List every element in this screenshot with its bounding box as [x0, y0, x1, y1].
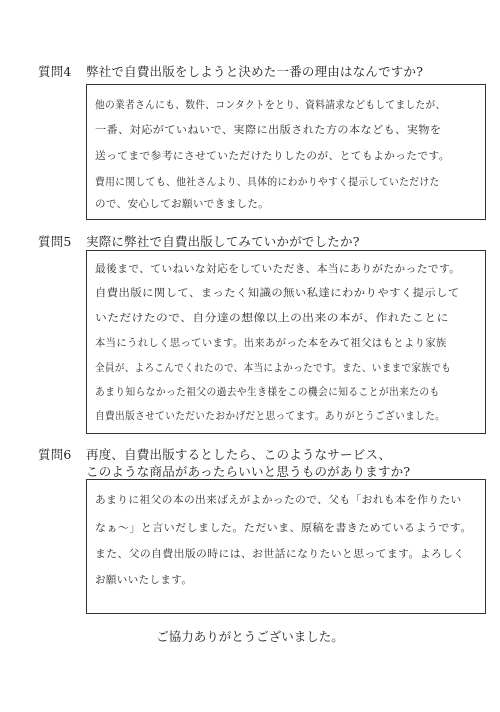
question-6-label: 質問6: [38, 447, 72, 462]
answer-5-line: 本当にうれしく思っています。出来あがった本をみて祖父はもとより家族: [95, 337, 447, 349]
answer-4-box: [86, 84, 486, 220]
closing-thanks: ご協力ありがとうございました。: [156, 629, 344, 644]
question-5-text: 実際に弊社で自費出版してみていかがでしたか?: [86, 234, 360, 249]
question-4-label: 質問4: [38, 64, 72, 79]
answer-6-line: なぁ〜」と言いだしました。ただいま、原稿を書きためているようです。: [95, 522, 472, 534]
question-6-text-line: 再度、自費出版するとしたら、このようなサービス、: [86, 447, 392, 462]
answer-5-line: 自費出版に関して、まったく知識の無い私達にわかりやすく提示して: [95, 287, 460, 299]
answer-4-line: 費用に関しても、他社さんより、具体的にわかりやすく提示していただけた: [95, 176, 440, 188]
answer-5-line: あまり知らなかった祖父の過去や生き様をこの機会に知ることが出来たのも: [95, 386, 440, 398]
question-6-text-line: このような商品があったらいいと思うものがありますか?: [86, 464, 411, 479]
answer-5-line: 自費出版させていただいたおかげだと思ってます。ありがとうございました。: [95, 410, 446, 422]
question-4: [38, 63, 478, 80]
answer-6-box: [86, 479, 486, 614]
answer-4-line: 他の業者さんにも、数件、コンタクトをとり、資料請求などもしてましたが、: [95, 99, 446, 111]
answer-4-line: 送ってまで参考にさせていただけたりしたのが、とてもよかったです。: [95, 150, 450, 162]
answer-5-line: いただけたので、自分達の想像以上の出来の本が、作れたことに: [95, 312, 449, 324]
question-5-label: 質問5: [38, 234, 72, 249]
question-4-text: 弊社で自費出版をしようと決めた一番の理由はなんですか?: [86, 64, 424, 79]
answer-5-box: [86, 250, 486, 434]
answer-6-line: あまりに祖父の本の出来ばえがよかったので、父も「おれも本を作りたい: [95, 494, 462, 506]
answer-5-line: 全員が、よろこんでくれたので、本当によかったです。また、いままで家族でも: [95, 362, 452, 374]
answer-4-line: 一番、対応がていねいで、実際に出版された方の本なども、実物を: [95, 124, 442, 136]
question-5: [38, 233, 478, 250]
answer-6-line: お願いいたします。: [95, 574, 193, 586]
answer-6-line: また、父の自費出版の時には、お世話になりたいと思ってます。よろしく: [95, 548, 465, 560]
answer-4-line: ので、安心してお願いできました。: [95, 198, 270, 210]
answer-5-line: 最後まで、ていねいな対応をしていただき、本当にありがたかったです。: [95, 263, 461, 275]
